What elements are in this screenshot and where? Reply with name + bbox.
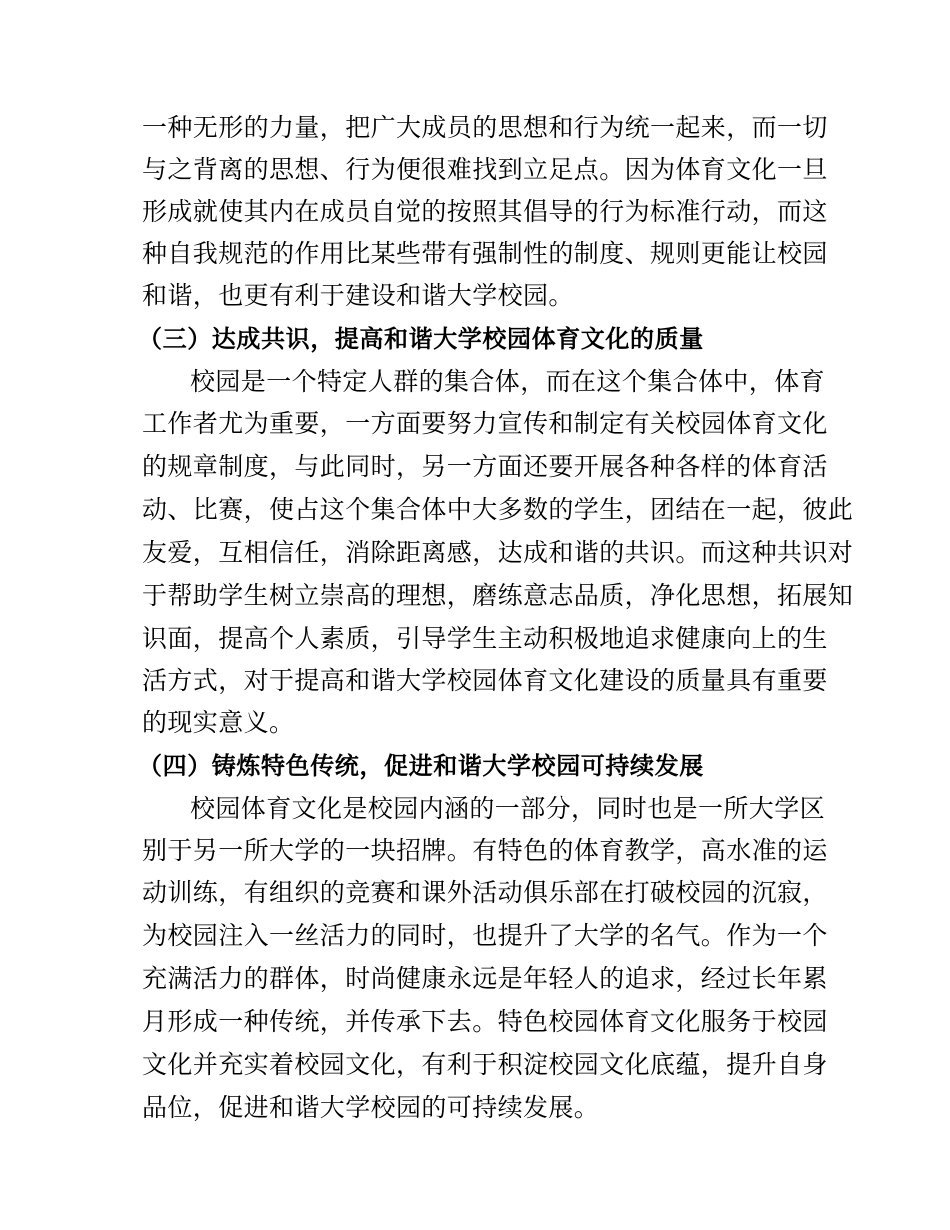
paragraph-line: 动训练，有组织的竞赛和课外活动俱乐部在打破校园的沉寂，: [142, 878, 828, 907]
paragraph-line: 一种无形的力量，把广大成员的思想和行为统一起来，而一切: [142, 113, 828, 142]
section-heading: （四）铸炼特色传统，促进和谐大学校园可持续发展: [138, 752, 704, 780]
paragraph-line: 于帮助学生树立崇高的理想，磨练意志品质，净化思想，拓展知: [142, 581, 854, 610]
paragraph-line: 和谐，也更有利于建设和谐大学校园。: [142, 281, 574, 310]
paragraph-line: 月形成一种传统，并传承下去。特色校园体育文化服务于校园: [142, 1007, 828, 1036]
paragraph-line: 种自我规范的作用比某些带有强制性的制度、规则更能让校园: [142, 239, 828, 268]
paragraph-line: 文化并充实着校园文化，有利于积淀校园文化底蕴，提升自身: [142, 1050, 828, 1079]
paragraph-line: 校园是一个特定人群的集合体，而在这个集合体中，体育: [190, 367, 826, 396]
paragraph-line: 活方式，对于提高和谐大学校园体育文化建设的质量具有重要: [142, 666, 828, 695]
paragraph-line: 工作者尤为重要，一方面要努力宣传和制定有关校园体育文化: [142, 409, 828, 438]
paragraph-line: 与之背离的思想、行为便很难找到立足点。因为体育文化一旦: [142, 155, 828, 184]
section-heading: （三）达成共识，提高和谐大学校园体育文化的质量: [138, 325, 704, 353]
paragraph-line: 识面，提高个人素质，引导学生主动积极地追求健康向上的生: [142, 624, 828, 653]
paragraph-line: 动、比赛，使占这个集合体中大多数的学生，团结在一起，彼此: [142, 495, 854, 524]
paragraph-line: 校园体育文化是校园内涵的一部分，同时也是一所大学区: [190, 794, 826, 823]
paragraph-line: 别于另一所大学的一块招牌。有特色的体育教学，高水准的运: [142, 836, 828, 865]
paragraph-line: 友爱，互相信任，消除距离感，达成和谐的共识。而这种共识对: [142, 538, 854, 567]
paragraph-line: 充满活力的群体，时尚健康永远是年轻人的追求，经过长年累: [142, 964, 828, 993]
paragraph-line: 品位，促进和谐大学校园的可持续发展。: [142, 1093, 600, 1122]
paragraph-line: 的规章制度，与此同时，另一方面还要开展各种各样的体育活: [142, 452, 828, 481]
paragraph-line: 为校园注入一丝活力的同时，也提升了大学的名气。作为一个: [142, 921, 828, 950]
paragraph-line: 的现实意义。: [142, 708, 295, 737]
paragraph-line: 形成就使其内在成员自觉的按照其倡导的行为标准行动，而这: [142, 197, 828, 226]
